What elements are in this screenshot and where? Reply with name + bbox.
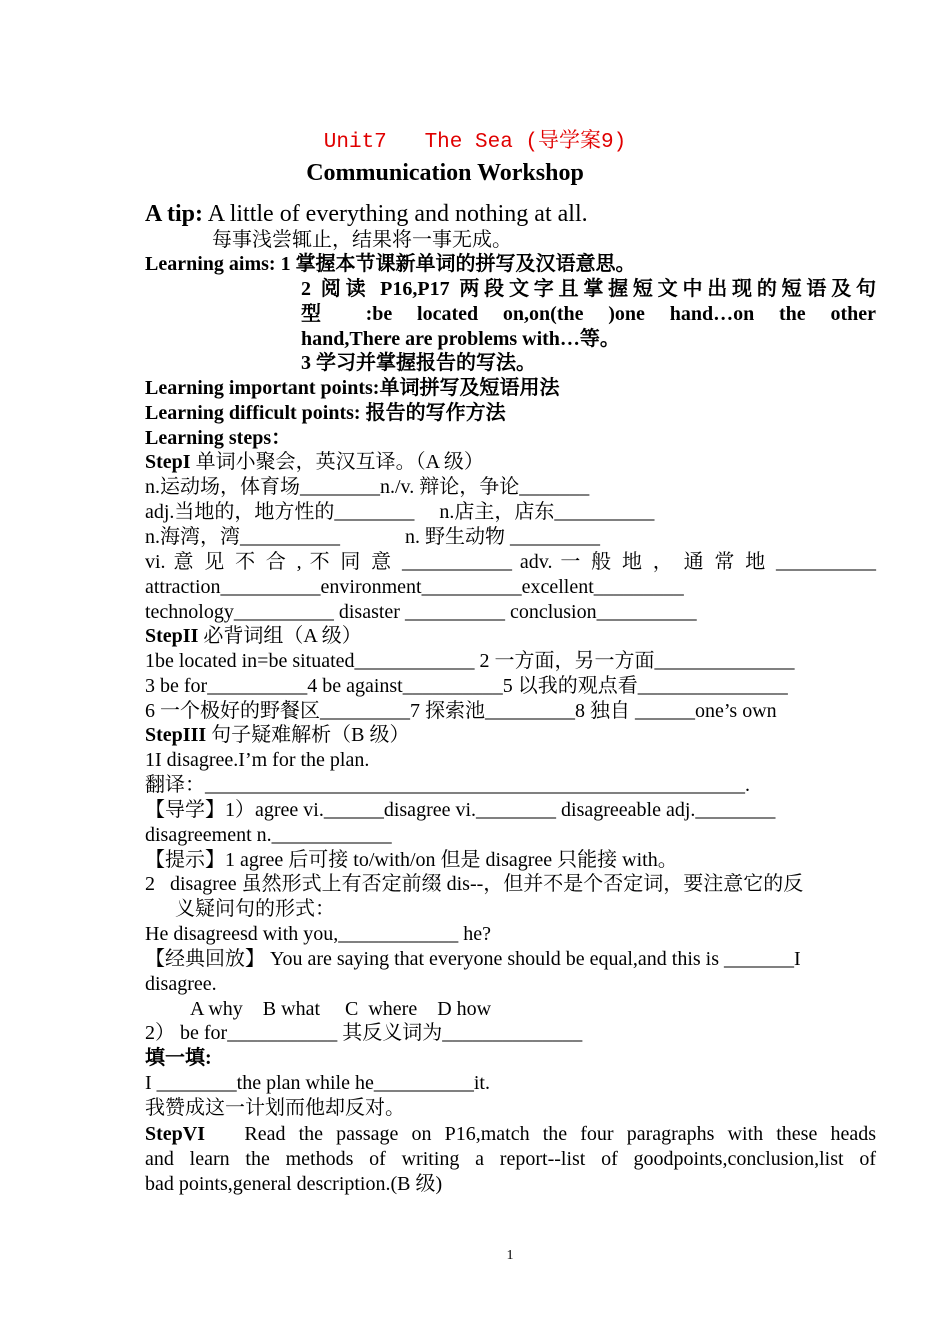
step3-example-1: He disagreesd with you,____________ he? — [145, 923, 492, 945]
step3-translate: 翻译：______________________________________________________. — [145, 774, 750, 796]
section-title: Communication Workshop — [306, 160, 584, 186]
aims-item-2-line-2: 型 :be located on,on(the )one hand…on the other — [301, 303, 876, 325]
step3-classic-1: 【经典回放】 You are saying that everyone should be equal,and this is _______I — [145, 948, 801, 970]
step2-row-3: 6 一个极好的野餐区_________7 探索池_________8 独自 ______one’s own — [145, 700, 777, 722]
step1-row-2: adj.当地的，地方性的________ n.店主，店东__________ — [145, 501, 655, 523]
step2-title: 必背词组（A 级） — [198, 625, 362, 647]
tip-line — [145, 200, 876, 228]
important-text: 单词拼写及短语用法 — [379, 377, 560, 399]
page-number: 1 — [506, 1248, 514, 1263]
aims-item-3: 3 学习并掌握报告的写法。 — [301, 352, 536, 374]
important-label: Learning important points: — [145, 377, 380, 399]
tip-label: A tip: — [145, 201, 204, 227]
step3-hint-1: 【提示】1 agree 后可接 to/with/on 但是 disagree 只能接 with。 — [145, 849, 678, 871]
step1-label: StepI — [145, 451, 191, 473]
step6-line-3: bad points,general description.(B 级) — [145, 1173, 443, 1195]
step2-heading — [145, 624, 876, 649]
step3-hint-2b: 义疑问句的形式： — [175, 898, 335, 920]
aims-item-2-line-1: 2 阅读 P16,P17 两段文字且掌握短文中出现的短语及句 — [301, 278, 876, 300]
important-points — [145, 376, 876, 401]
step6-line-2: and learn the methods of writing a report--list of goodpoints,conclusion,list of — [145, 1148, 876, 1170]
fill-sentence: I ________the plan while he__________it. — [145, 1072, 490, 1094]
step1-row-3: n.海湾，湾__________ n. 野生动物 _________ — [145, 526, 600, 548]
step3-options: A why B what C where D how — [190, 998, 492, 1020]
aims-item-2-line-3: hand,There are problems with…等。 — [301, 328, 620, 350]
step3-question-2: 2） be for___________ 其反义词为______________ — [145, 1022, 583, 1044]
step3-hint-2a: 2 disagree 虽然形式上有否定前缀 dis--，但并不是个否定词，要注意它的反 — [145, 873, 804, 895]
step1-row-6: technology__________ disaster __________ conclusion__________ — [145, 601, 697, 623]
step1-heading — [145, 450, 876, 475]
step3-label: StepIII — [145, 724, 207, 746]
step3-guide-1: 【导学】1）agree vi.______disagree vi.________ disagreeable adj.________ — [145, 799, 776, 821]
aims-line-1 — [145, 252, 876, 277]
tip-translation: 每事浅尝辄止，结果将一事无成。 — [212, 229, 512, 251]
difficult-text: 报告的写作方法 — [360, 402, 506, 424]
aims-item-1: 1 掌握本节课新单词的拼写及汉语意思。 — [275, 253, 636, 275]
aims-label: Learning aims: — [145, 253, 276, 275]
difficult-points — [145, 401, 876, 426]
step1-row-4: vi. 意 见 不 合 , 不 同 意 ___________ adv. 一 般 地 ， 通 常 地 __________ — [145, 551, 876, 573]
learning-steps-label: Learning steps： — [145, 427, 292, 449]
step2-row-1: 1be located in=be situated____________ 2 一方面，另一方面______________ — [145, 650, 795, 672]
unit-title: Unit7 The Sea (导学案9) — [323, 131, 627, 154]
step3-sentence-1: 1I disagree.I’m for the plan. — [145, 749, 370, 771]
step1-title: 单词小聚会，英汉互译。（A 级） — [190, 451, 484, 473]
fill-label: 填一填: — [145, 1047, 212, 1069]
step3-heading — [145, 723, 876, 748]
step6-label: StepVI — [145, 1123, 206, 1145]
step6-text-1: Read the passage on P16,match the four paragraphs with these heads — [205, 1123, 876, 1145]
step6-line-1 — [145, 1122, 876, 1147]
step2-label: StepII — [145, 625, 199, 647]
step2-row-2: 3 be for__________4 be against__________5 以我的观点看_______________ — [145, 675, 788, 697]
difficult-label: Learning difficult points: — [145, 402, 361, 424]
step3-classic-2: disagree. — [145, 973, 217, 995]
step3-title: 句子疑难解析（B 级） — [206, 724, 410, 746]
step3-guide-2: disagreement n.____________ — [145, 824, 392, 846]
step1-row-1: n.运动场，体育场________n./v. 辩论，争论_______ — [145, 476, 590, 498]
fill-translation: 我赞成这一计划而他却反对。 — [145, 1097, 405, 1119]
step1-row-5: attraction__________environment__________excellent_________ — [145, 576, 684, 598]
tip-text: A little of everything and nothing at all. — [203, 201, 588, 227]
